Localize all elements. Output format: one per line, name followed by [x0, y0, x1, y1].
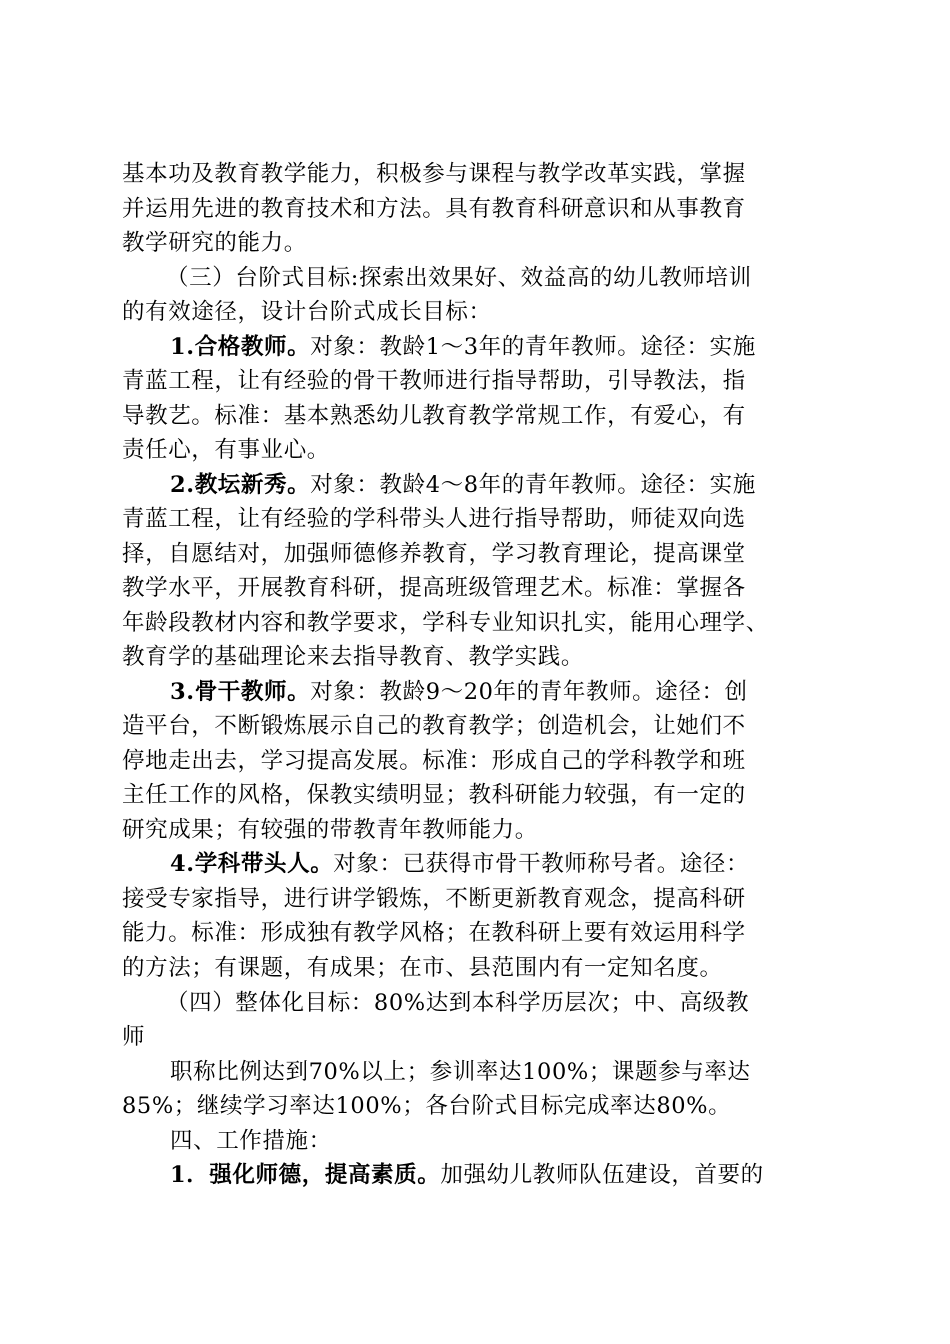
section-three-heading: （三）台阶式目标:探索出效果好、效益高的幼儿教师培训	[166, 265, 752, 291]
item-text: 对象：教龄1～3年的青年教师。途径：实施	[310, 334, 756, 360]
text-line: 研究成果；有较强的带教青年教师能力。	[122, 817, 538, 843]
text-line: 教学水平，开展教育科研，提高班级管理艺术。标准：掌握各	[122, 575, 746, 601]
item-title: 2.教坛新秀。	[170, 472, 311, 498]
item-text: 对象：已获得市骨干教师称号者。途径：	[333, 851, 750, 877]
text-line: 造平台，不断锻炼展示自己的教育教学；创造机会，让她们不	[122, 713, 746, 739]
measure-title: 1．强化师德，提高素质。	[170, 1162, 441, 1188]
text-line: 的方法；有课题，有成果；在市、县范围内有一定知名度。	[122, 955, 723, 981]
item-text: 对象：教龄4～8年的青年教师。途径：实施	[310, 472, 756, 498]
text-line: 85%；继续学习率达100%；各台阶式目标完成率达80%。	[122, 1093, 732, 1119]
text-line: 能力。标准：形成独有教学风格；在教科研上要有效运用科学	[122, 920, 746, 946]
section-four-heading: （四）整体化目标：80%达到本科学历层次；中、高级教	[166, 990, 750, 1016]
item-title: 3.骨干教师。	[170, 679, 311, 705]
text-line: 师	[122, 1024, 146, 1050]
item-title: 1.合格教师。	[170, 334, 311, 360]
measure-text: 加强幼儿教师队伍建设，首要的	[440, 1162, 764, 1188]
item-subject-leader	[170, 847, 749, 881]
text-line: 教育学的基础理论来去指导教育、教学实践。	[122, 644, 585, 670]
item-qualified-teacher	[170, 330, 756, 364]
text-line: 停地走出去，学习提高发展。标准：形成自己的学科教学和班	[122, 748, 746, 774]
text-line: 青蓝工程，让有经验的骨干教师进行指导帮助，引导教法，指	[122, 368, 746, 394]
item-title: 4.学科带头人。	[170, 851, 334, 877]
text-line: 并运用先进的教育技术和方法。具有教育科研意识和从事教育	[122, 196, 746, 222]
text-line: 责任心，有事业心。	[122, 437, 330, 463]
text-line: 主任工作的风格，保教实绩明显；教科研能力较强，有一定的	[122, 782, 746, 808]
text-line: 教学研究的能力。	[122, 230, 307, 256]
text-line: 导教艺。标准：基本熟悉幼儿教育教学常规工作，有爱心，有	[122, 403, 746, 429]
text-line: 青蓝工程，让有经验的学科带头人进行指导帮助，师徒双向选	[122, 506, 746, 532]
item-backbone-teacher	[170, 675, 748, 709]
text-line: 基本功及教育教学能力，积极参与课程与教学改革实践，掌握	[122, 161, 746, 187]
text-line: 年龄段教材内容和教学要求，学科专业知识扎实，能用心理学、	[122, 610, 769, 636]
text-line: 的有效途径，设计台阶式成长目标：	[122, 299, 492, 325]
text-line: 职称比例达到70%以上；参训率达100%；课题参与率达	[170, 1059, 751, 1085]
measure-item	[170, 1158, 764, 1192]
item-text: 对象：教龄9～20年的青年教师。途径：创	[310, 679, 748, 705]
text-line: 择，自愿结对，加强师德修养教育，学习教育理论，提高课堂	[122, 541, 746, 567]
text-line: 接受专家指导，进行讲学锻炼，不断更新教育观念，提高科研	[122, 886, 746, 912]
section-heading-measures: 四、工作措施：	[170, 1128, 332, 1154]
item-new-star	[170, 468, 756, 502]
